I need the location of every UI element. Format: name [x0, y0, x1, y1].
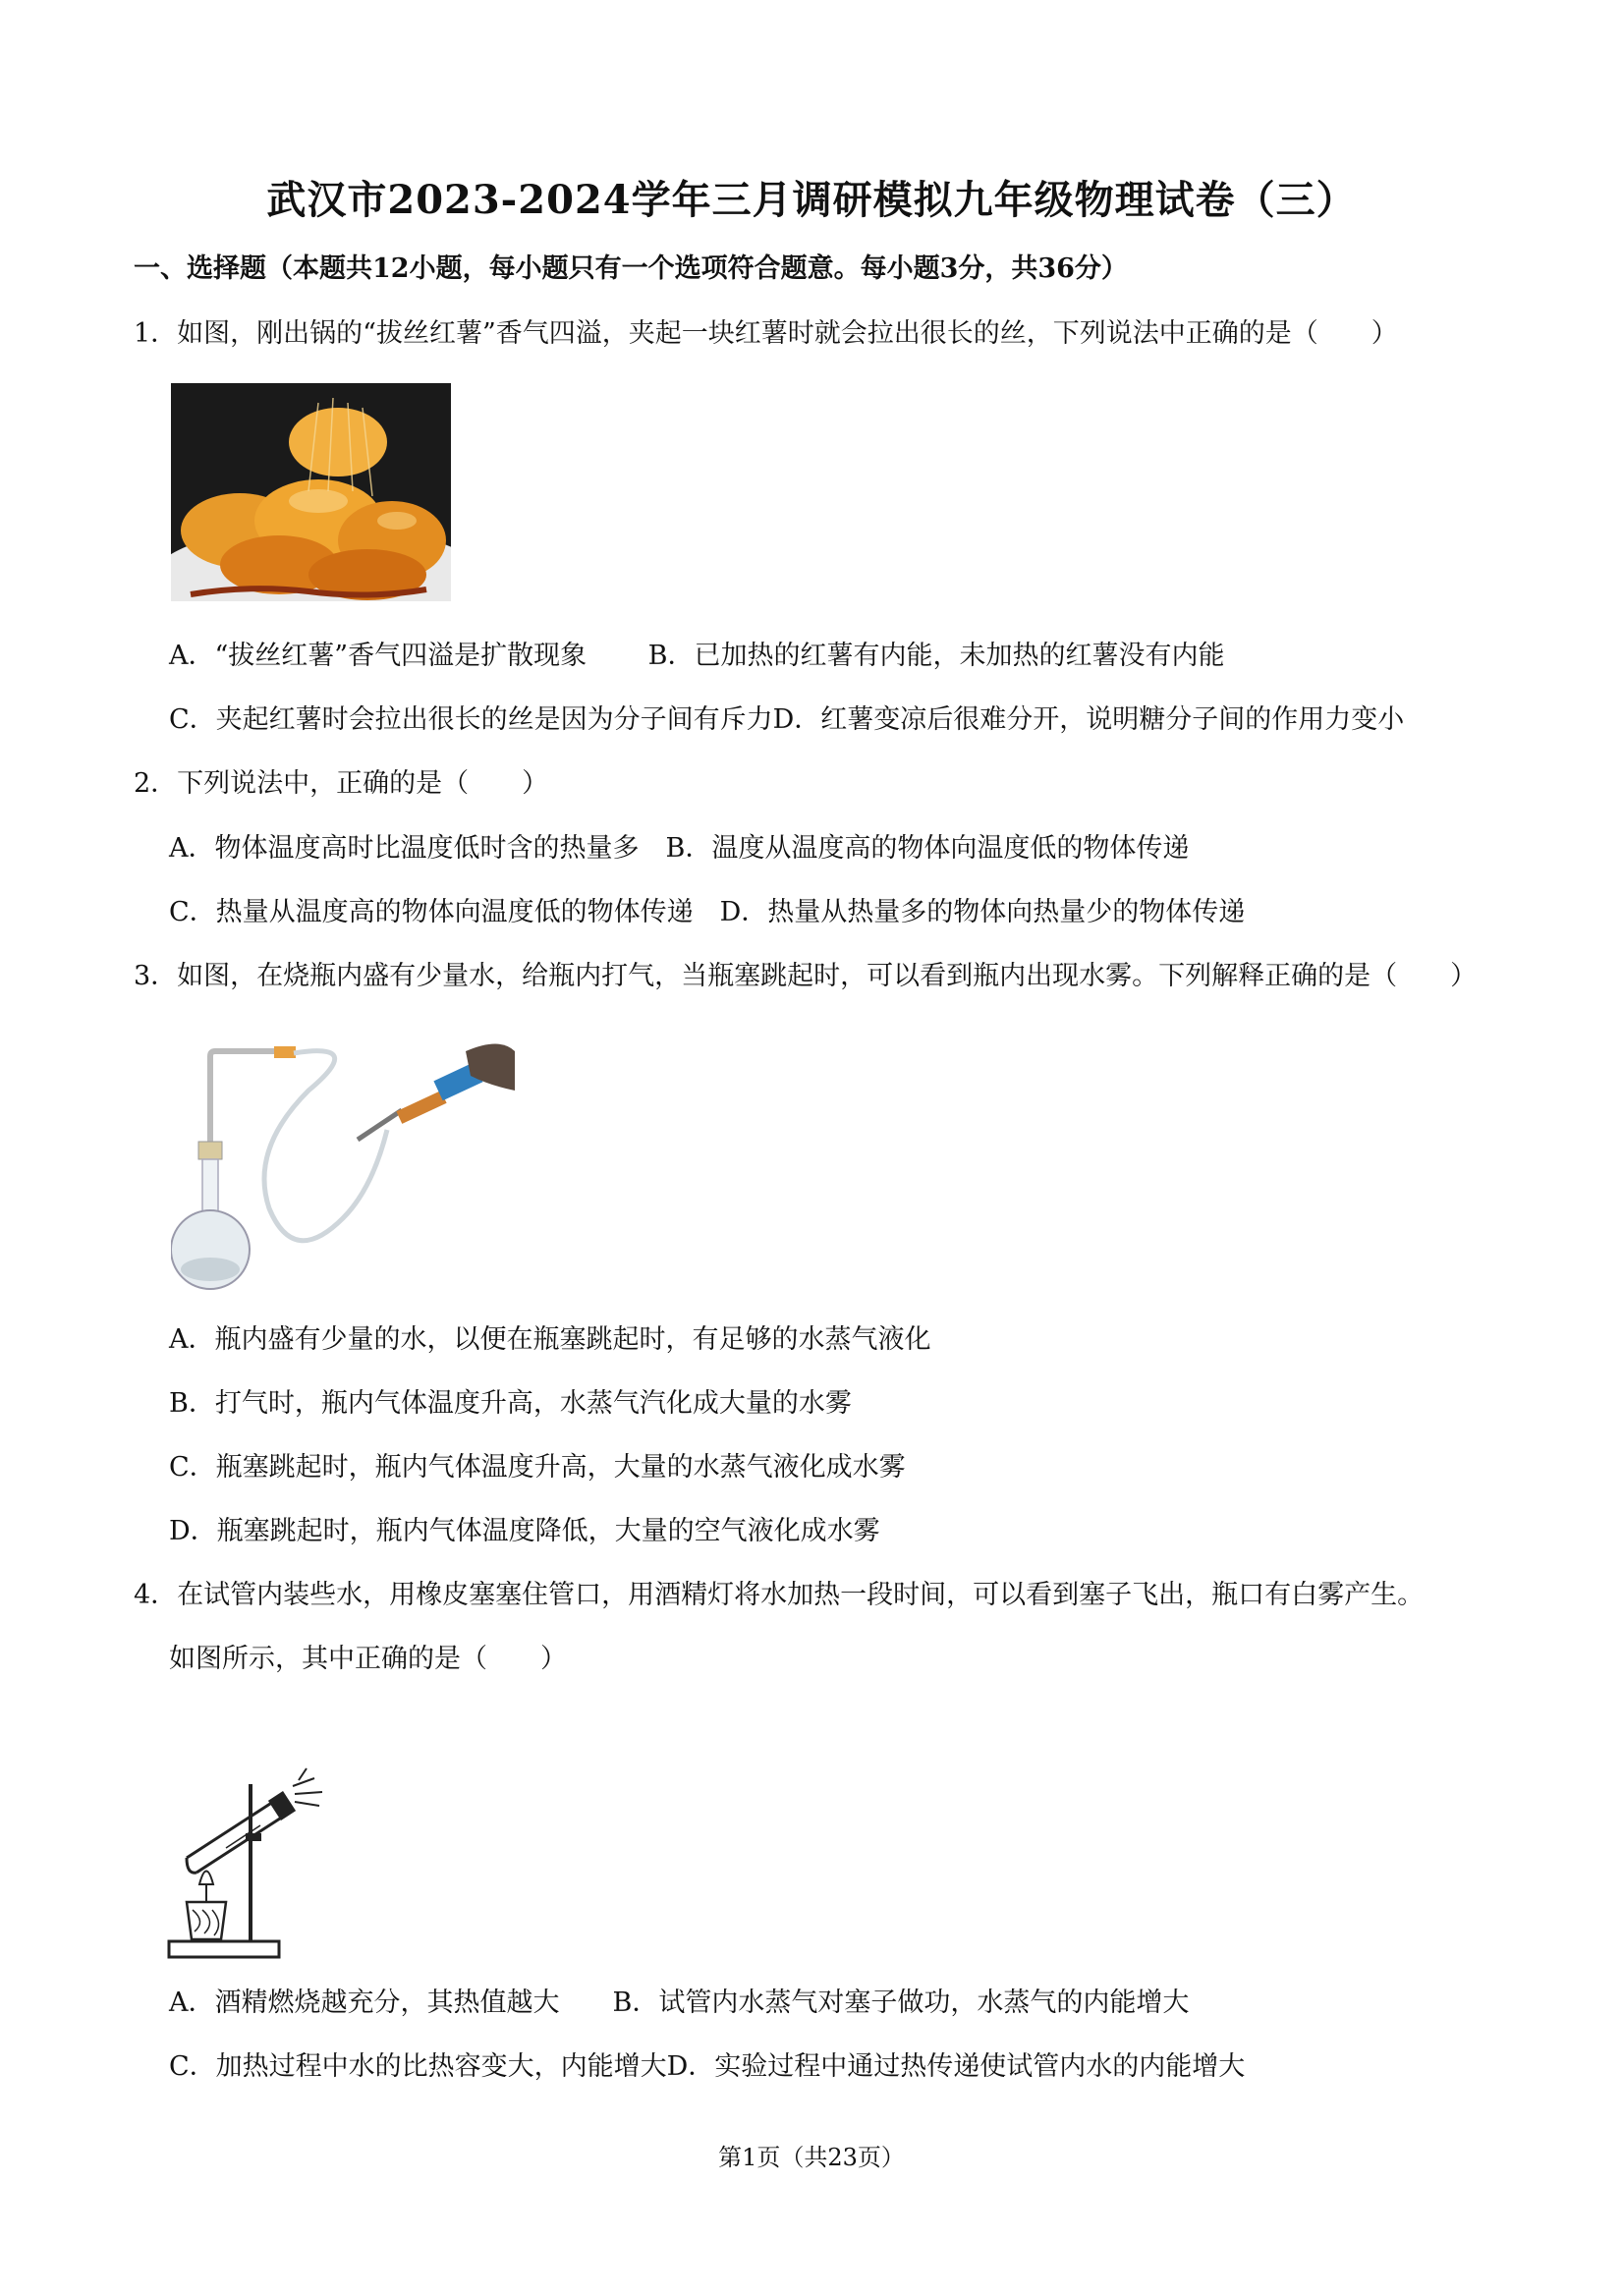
question-4-stem-line-1: 4．在试管内装些水，用橡皮塞塞住管口，用酒精灯将水加热一段时间，可以看到塞子飞出，瓶口有白雾产生。 — [134, 1580, 1425, 1610]
question-1-options-row-1: A．“拔丝红薯”香气四溢是扩散现象 B．已加热的红薯有内能，未加热的红薯没有内能 — [169, 641, 1225, 671]
test-tube-lamp-figure — [167, 1764, 329, 1961]
question-1-options-row-2: C．夹起红薯时会拉出很长的丝是因为分子间有斥力D．红薯变凉后很难分开，说明糖分子间的作用力变小 — [169, 704, 1405, 735]
question-3-option-b: B．打气时，瓶内气体温度升高，水蒸气汽化成大量的水雾 — [169, 1388, 852, 1419]
question-4-options-row-2: C．加热过程中水的比热容变大，内能增大D．实验过程中通过热传递使试管内水的内能增大 — [169, 2051, 1246, 2082]
sweet-potato-photo — [171, 383, 451, 601]
page-footer: 第1页（共23页） — [718, 2144, 905, 2171]
question-1-stem: 1．如图，刚出锅的“拔丝红薯”香气四溢，夹起一块红薯时就会拉出很长的丝，下列说法中正确的是（ ） — [134, 318, 1398, 349]
question-3-option-a: A．瓶内盛有少量的水，以便在瓶塞跳起时，有足够的水蒸气液化 — [169, 1324, 931, 1355]
section-heading: 一、选择题（本题共12小题，每小题只有一个选项符合题意。每小题3分，共36分） — [134, 253, 1128, 284]
question-3-option-c: C．瓶塞跳起时，瓶内气体温度升高，大量的水蒸气液化成水雾 — [169, 1452, 906, 1483]
page-title: 武汉市2023-2024学年三月调研模拟九年级物理试卷（三） — [266, 177, 1357, 223]
question-2-options-row-2: C．热量从温度高的物体向温度低的物体传递 D．热量从热量多的物体向热量少的物体传递 — [169, 897, 1246, 927]
question-3-option-d: D．瓶塞跳起时，瓶内气体温度降低，大量的空气液化成水雾 — [169, 1516, 880, 1546]
question-4-options-row-1: A．酒精燃烧越充分，其热值越大 B．试管内水蒸气对塞子做功，水蒸气的内能增大 — [169, 1988, 1190, 2018]
question-4-stem-line-2: 如图所示，其中正确的是（ ） — [169, 1644, 567, 1674]
question-2-stem: 2．下列说法中，正确的是（ ） — [134, 768, 549, 799]
question-3-stem: 3．如图，在烧瓶内盛有少量水，给瓶内打气，当瓶塞跳起时，可以看到瓶内出现水雾。下列解释正确的是（ ） — [134, 961, 1478, 991]
flask-pump-figure — [171, 1032, 515, 1292]
question-2-options-row-1: A．物体温度高时比温度低时含的热量多 B．温度从温度高的物体向温度低的物体传递 — [169, 833, 1190, 864]
